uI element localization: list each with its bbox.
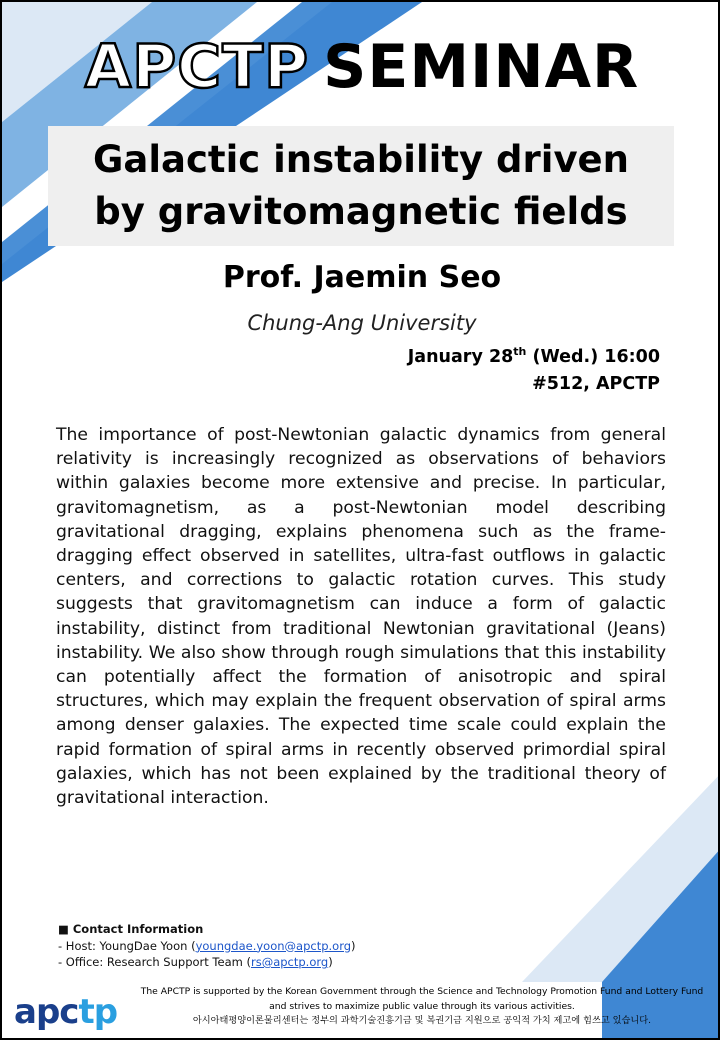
- host-email-link[interactable]: youngdae.yoon@apctp.org: [195, 938, 352, 953]
- host-close: ): [351, 938, 356, 953]
- footer-line-1: The APCTP is supported by the Korean Government through the Science and Technology Promotion Fund and Lottery Fund: [140, 986, 704, 997]
- apctp-logo: [14, 992, 117, 1032]
- date-prefix: January 28: [407, 346, 514, 367]
- seminar-datetime: [408, 345, 660, 367]
- date-suffix: (Wed.) 16:00: [526, 346, 660, 367]
- contact-host: [58, 938, 356, 955]
- contact-heading: ■ Contact Information: [58, 922, 204, 936]
- abstract-text: The importance of post-Newtonian galactic dynamics from general relativity is increasingly recognized as observations of behaviors within galaxies become more extensive and precise. In particular, gravitomagnetism, as a post-Newtonian model describing gravitational dragging, explains phenomena such as the frame-dragging effect observed in satellites, ultra-fast outflows in galactic centers, and corrections to galactic rotation curves. This study suggests that gravitomagnetism can induce a form of galactic instability, distinct from traditional Newtonian gravitational (Jeans) instability. We also show through rough simulations that this instability can potentially affect the formation of anisotropic and spiral structures, which may explain the frequent observation of spiral arms among denser galaxies. The expected time scale could explain the rapid formation of spiral arms in recently observed primordial spiral galaxies, which has not been explained by the traditional theory of gravitational interaction.: [56, 425, 666, 809]
- contact-info: [58, 921, 356, 971]
- office-email-link[interactable]: rs@apctp.org: [250, 955, 329, 969]
- office-label: - Office: Research Support Team (: [58, 955, 251, 969]
- contact-office: [58, 954, 356, 971]
- date-sup: th: [513, 345, 527, 358]
- footer-line-2: and strives to maximize public value through its various activities.: [269, 1000, 575, 1012]
- footer-line-3: 아시아태평양이론물리센터는 정부의 과학기술진흥기금 및 복권기금 지원으로 공익적 가치 제고에 힘쓰고 있습니다.: [192, 1015, 652, 1026]
- title-box: [48, 126, 674, 246]
- title-line-2: by gravitomagnetic fields: [94, 190, 628, 233]
- logo-part-1: apc: [14, 992, 79, 1032]
- funding-notice: [128, 985, 716, 1029]
- seminar-header: [2, 32, 720, 102]
- office-close: ): [328, 955, 333, 969]
- logo-part-2: tp: [78, 992, 118, 1032]
- header-label: SEMINAR: [323, 32, 640, 102]
- header-brand: APCTP: [84, 32, 310, 102]
- host-label: - Host: YoungDae Yoon (: [58, 938, 196, 953]
- title-line-1: Galactic instability driven: [93, 138, 629, 181]
- seminar-room: #512, APCTP: [532, 374, 660, 394]
- speaker-affiliation: Chung-Ang University: [247, 311, 477, 335]
- speaker-name: Prof. Jaemin Seo: [222, 260, 502, 295]
